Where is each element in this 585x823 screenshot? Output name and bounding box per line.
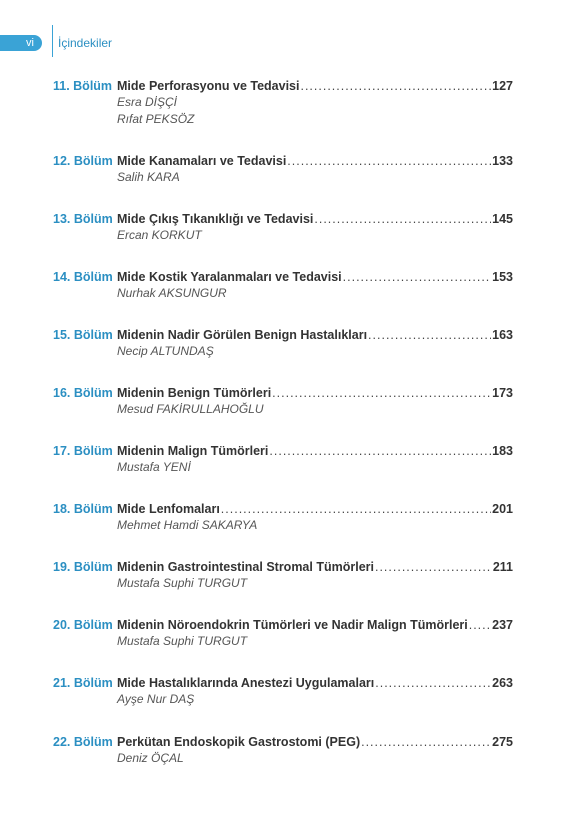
chapter-page-number: 237: [492, 618, 513, 632]
chapter-page-number: 163: [492, 328, 513, 342]
chapter-author: Mustafa Suphi TURGUT: [117, 576, 248, 590]
dot-leader: [375, 675, 491, 691]
page-number-tab: vi: [0, 35, 42, 51]
chapter-page-number: 133: [492, 154, 513, 168]
chapter-author: Mesud FAKİRULLAHOĞLU: [117, 402, 264, 416]
toc-entry[interactable]: [53, 385, 513, 418]
dot-leader: [221, 501, 491, 517]
chapter-author: Deniz ÖÇAL: [117, 751, 184, 765]
chapter-number: 12. Bölüm: [53, 154, 113, 168]
toc-entry-heading: [53, 385, 513, 401]
chapter-number: 18. Bölüm: [53, 502, 113, 516]
chapter-page-number: 183: [492, 444, 513, 458]
toc-entry-heading: [53, 211, 513, 227]
chapter-author: Ayşe Nur DAŞ: [117, 692, 195, 706]
chapter-title: Mide Perforasyonu ve Tedavisi: [117, 79, 300, 93]
dot-leader: [469, 617, 491, 633]
toc-entry-heading: [53, 443, 513, 459]
chapter-number: 13. Bölüm: [53, 212, 113, 226]
chapter-title: Mide Kostik Yaralanmaları ve Tedavisi: [117, 270, 342, 284]
chapter-number: 20. Bölüm: [53, 618, 113, 632]
toc-entry[interactable]: [53, 734, 513, 767]
chapter-number: 17. Bölüm: [53, 444, 113, 458]
toc-entry[interactable]: [53, 675, 513, 708]
dot-leader: [287, 153, 491, 169]
chapter-author: Mehmet Hamdi SAKARYA: [117, 518, 258, 532]
dot-leader: [343, 269, 491, 285]
toc-entry[interactable]: [53, 269, 513, 302]
toc-entry[interactable]: [53, 501, 513, 534]
toc-entry-heading: [53, 269, 513, 285]
dot-leader: [272, 385, 491, 401]
chapter-author: Esra DİŞÇİ: [117, 95, 178, 109]
toc-entry[interactable]: [53, 211, 513, 244]
toc-entry-heading: [53, 153, 513, 169]
toc-entry-heading: [53, 501, 513, 517]
chapter-number: 21. Bölüm: [53, 676, 113, 690]
toc-entry[interactable]: [53, 78, 513, 128]
chapter-author: Mustafa YENİ: [117, 460, 191, 474]
toc-entry-heading: [53, 617, 513, 633]
chapter-page-number: 263: [492, 676, 513, 690]
dot-leader: [269, 443, 491, 459]
dot-leader: [368, 327, 491, 343]
header-divider: [52, 25, 53, 57]
chapter-number: 22. Bölüm: [53, 735, 113, 749]
chapter-title: Midenin Nadir Görülen Benign Hastalıkları: [117, 328, 368, 342]
chapter-title: Mide Çıkış Tıkanıklığı ve Tedavisi: [117, 212, 314, 226]
dot-leader: [375, 559, 492, 575]
chapter-page-number: 275: [492, 735, 513, 749]
chapter-author: Salih KARA: [117, 170, 180, 184]
toc-entry-heading: [53, 675, 513, 691]
toc-entry[interactable]: [53, 153, 513, 186]
chapter-title: Midenin Benign Tümörleri: [117, 386, 272, 400]
chapter-number: 11. Bölüm: [53, 79, 113, 93]
chapter-author: Nurhak AKSUNGUR: [117, 286, 227, 300]
toc-entry-heading: [53, 734, 513, 750]
toc-entry-heading: [53, 559, 513, 575]
dot-leader: [361, 734, 491, 750]
chapter-page-number: 173: [492, 386, 513, 400]
chapter-page-number: 211: [492, 560, 513, 574]
toc-entry[interactable]: [53, 443, 513, 476]
chapter-page-number: 153: [492, 270, 513, 284]
chapter-number: 16. Bölüm: [53, 386, 113, 400]
toc-entry[interactable]: [53, 327, 513, 360]
chapter-title: Mide Kanamaları ve Tedavisi: [117, 154, 287, 168]
chapter-author: Rıfat PEKSÖZ: [117, 112, 195, 126]
toc-entry[interactable]: [53, 617, 513, 650]
chapter-number: 15. Bölüm: [53, 328, 113, 342]
chapter-author: Mustafa Suphi TURGUT: [117, 634, 248, 648]
chapter-number: 19. Bölüm: [53, 560, 113, 574]
chapter-title: Midenin Nöroendokrin Tümörleri ve Nadir Malign Tümörleri: [117, 618, 468, 632]
page-header: [0, 35, 300, 51]
toc-entry-heading: [53, 327, 513, 343]
toc-entry[interactable]: [53, 559, 513, 592]
chapter-page-number: 201: [492, 502, 513, 516]
chapter-page-number: 127: [492, 79, 513, 93]
section-title: İçindekiler: [58, 36, 113, 50]
toc-entry-heading: [53, 78, 513, 94]
chapter-title: Midenin Malign Tümörleri: [117, 444, 269, 458]
chapter-title: Midenin Gastrointestinal Stromal Tümörleri: [117, 560, 374, 574]
chapter-author: Ercan KORKUT: [117, 228, 202, 242]
chapter-number: 14. Bölüm: [53, 270, 113, 284]
chapter-title: Mide Hastalıklarında Anestezi Uygulamaları: [117, 676, 375, 690]
chapter-title: Mide Lenfomaları: [117, 502, 220, 516]
chapter-page-number: 145: [492, 212, 513, 226]
dot-leader: [314, 211, 491, 227]
chapter-title: Perkütan Endoskopik Gastrostomi (PEG): [117, 735, 361, 749]
dot-leader: [300, 78, 491, 94]
chapter-author: Necip ALTUNDAŞ: [117, 344, 214, 358]
